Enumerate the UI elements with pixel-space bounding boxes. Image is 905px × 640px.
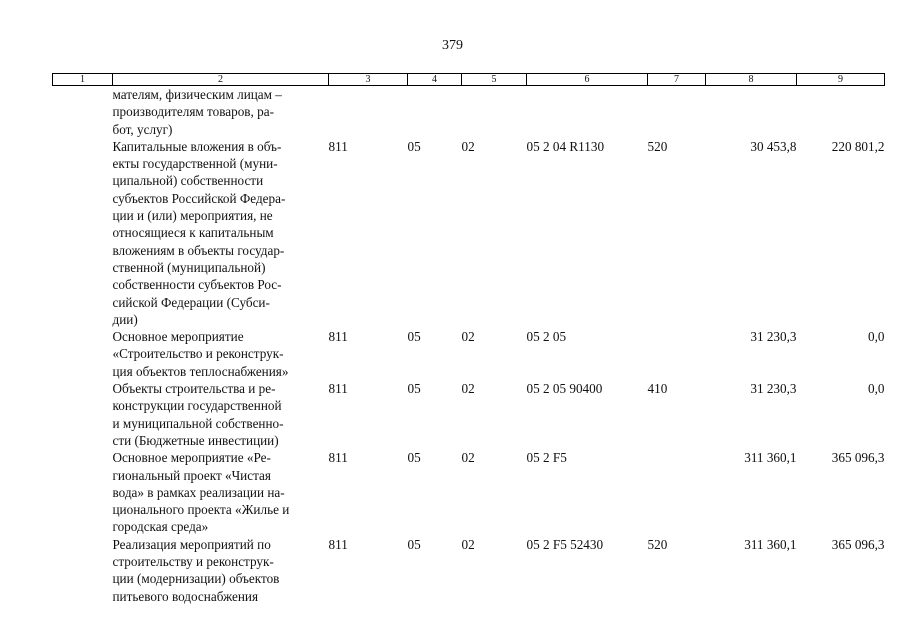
target-article-cell: 05 2 05 90400 — [526, 381, 603, 397]
amount-year-1-cell — [706, 86, 797, 138]
table-row — [53, 536, 885, 605]
item-name-cell — [113, 536, 329, 605]
grbs-cell: 811 — [328, 381, 348, 397]
item-name-line: ственной (муниципальной) — [112, 259, 266, 275]
item-name-line: гиональный проект «Чистая — [112, 467, 271, 483]
item-name-line: Основное мероприятие — [112, 329, 244, 345]
expense-type-cell: 520 — [647, 138, 668, 154]
column-number: 9 — [797, 74, 885, 86]
amount-year-2-cell: 365 096,3 — [831, 536, 885, 552]
column-number: 8 — [706, 74, 797, 86]
item-name-line: ции и (или) мероприятия, не — [112, 208, 273, 224]
item-name-line: Основное мероприятие «Ре- — [112, 450, 271, 466]
subsection-cell: 02 — [461, 536, 475, 552]
table-body — [53, 86, 885, 605]
subsection-cell: 02 — [461, 329, 475, 345]
column-number-header-row — [53, 74, 885, 86]
section-cell: 05 — [407, 536, 421, 552]
column-number: 2 — [113, 74, 329, 86]
row-index-cell — [53, 138, 113, 328]
table-row — [53, 138, 885, 328]
amount-year-1-cell: 311 360,1 — [744, 536, 797, 552]
item-name-line: строительству и реконструк- — [112, 554, 274, 570]
item-name-line: ция объектов теплоснабжения» — [112, 363, 289, 379]
table-row — [53, 380, 885, 449]
item-name-cell — [113, 380, 329, 449]
row-index-cell — [53, 328, 113, 380]
section-cell: 05 — [407, 329, 421, 345]
item-name-line: сти (Бюджетные инвестиции) — [112, 432, 279, 448]
subsection-cell: 02 — [461, 450, 475, 466]
item-name-line: сийской Федерации (Субси- — [112, 294, 270, 310]
item-name-line: субъектов Российской Федера- — [112, 190, 286, 206]
item-name-line: дии) — [112, 311, 138, 327]
target-article-cell — [527, 86, 648, 138]
item-name-cell — [113, 449, 329, 535]
amount-year-1-cell: 31 230,3 — [750, 329, 797, 345]
item-name-line: городская среда» — [112, 519, 209, 535]
expense-type-cell: 520 — [647, 536, 668, 552]
section-cell: 05 — [407, 138, 421, 154]
item-name-line: Капитальные вложения в объ- — [112, 138, 282, 154]
amount-year-2-cell: 0,0 — [868, 381, 885, 397]
row-index-cell — [53, 380, 113, 449]
item-name-line: и муниципальной собственно- — [112, 415, 284, 431]
item-name-line: собственности субъектов Рос- — [112, 277, 282, 293]
target-article-cell: 05 2 F5 52430 — [526, 536, 604, 552]
column-number: 3 — [329, 74, 408, 86]
budget-table — [52, 73, 885, 605]
subsection-cell — [462, 86, 527, 138]
column-number: 7 — [648, 74, 706, 86]
section-cell: 05 — [407, 450, 421, 466]
expense-type-cell — [648, 328, 706, 380]
row-index-cell — [53, 86, 113, 138]
item-name-line: вложениям в объекты государ- — [112, 242, 285, 258]
item-name-cell — [113, 328, 329, 380]
amount-year-1-cell: 30 453,8 — [750, 138, 797, 154]
section-cell — [408, 86, 462, 138]
amount-year-2-cell: 220 801,2 — [831, 138, 885, 154]
grbs-cell: 811 — [328, 329, 348, 345]
column-number: 5 — [462, 74, 527, 86]
amount-year-2-cell — [797, 86, 885, 138]
item-name-line: ционального проекта «Жилье и — [112, 502, 290, 518]
grbs-cell: 811 — [328, 536, 348, 552]
table-row — [53, 86, 885, 138]
grbs-cell: 811 — [328, 138, 348, 154]
subsection-cell: 02 — [461, 138, 475, 154]
subsection-cell: 02 — [461, 381, 475, 397]
item-name-cell — [113, 86, 329, 138]
item-name-line: екты государственной (муни- — [112, 156, 278, 172]
expense-type-cell — [648, 449, 706, 535]
item-name-line: «Строительство и реконструк- — [112, 346, 284, 362]
table-row — [53, 328, 885, 380]
target-article-cell: 05 2 05 — [526, 329, 567, 345]
item-name-line: ципальной) собственности — [112, 173, 264, 189]
page-number: 379 — [442, 38, 463, 53]
item-name-line: мателям, физическим лицам – — [112, 87, 282, 102]
expense-type-cell — [648, 86, 706, 138]
column-number: 1 — [53, 74, 113, 86]
table-row — [53, 449, 885, 535]
column-number: 6 — [527, 74, 648, 86]
item-name-line: производителям товаров, ра- — [112, 104, 274, 120]
row-index-cell — [53, 536, 113, 605]
row-index-cell — [53, 449, 113, 535]
item-name-line: ции (модернизации) объектов — [112, 571, 280, 587]
grbs-cell — [329, 86, 408, 138]
item-name-line: Реализация мероприятий по — [112, 536, 271, 552]
amount-year-1-cell: 311 360,1 — [744, 450, 797, 466]
amount-year-2-cell: 0,0 — [868, 329, 885, 345]
item-name-line: бот, услуг) — [112, 121, 173, 137]
item-name-cell — [113, 138, 329, 328]
expense-type-cell: 410 — [647, 381, 668, 397]
column-number: 4 — [408, 74, 462, 86]
amount-year-2-cell: 365 096,3 — [831, 450, 885, 466]
amount-year-1-cell: 31 230,3 — [750, 381, 797, 397]
section-cell: 05 — [407, 381, 421, 397]
item-name-line: питьевого водоснабжения — [112, 588, 259, 604]
grbs-cell: 811 — [328, 450, 348, 466]
item-name-line: вода» в рамках реализации на- — [112, 484, 285, 500]
target-article-cell: 05 2 F5 — [526, 450, 567, 466]
item-name-line: относящиеся к капитальным — [112, 225, 274, 241]
item-name-line: конструкции государственной — [112, 398, 282, 414]
target-article-cell: 05 2 04 R1130 — [526, 138, 605, 154]
item-name-line: Объекты строительства и ре- — [112, 381, 276, 397]
